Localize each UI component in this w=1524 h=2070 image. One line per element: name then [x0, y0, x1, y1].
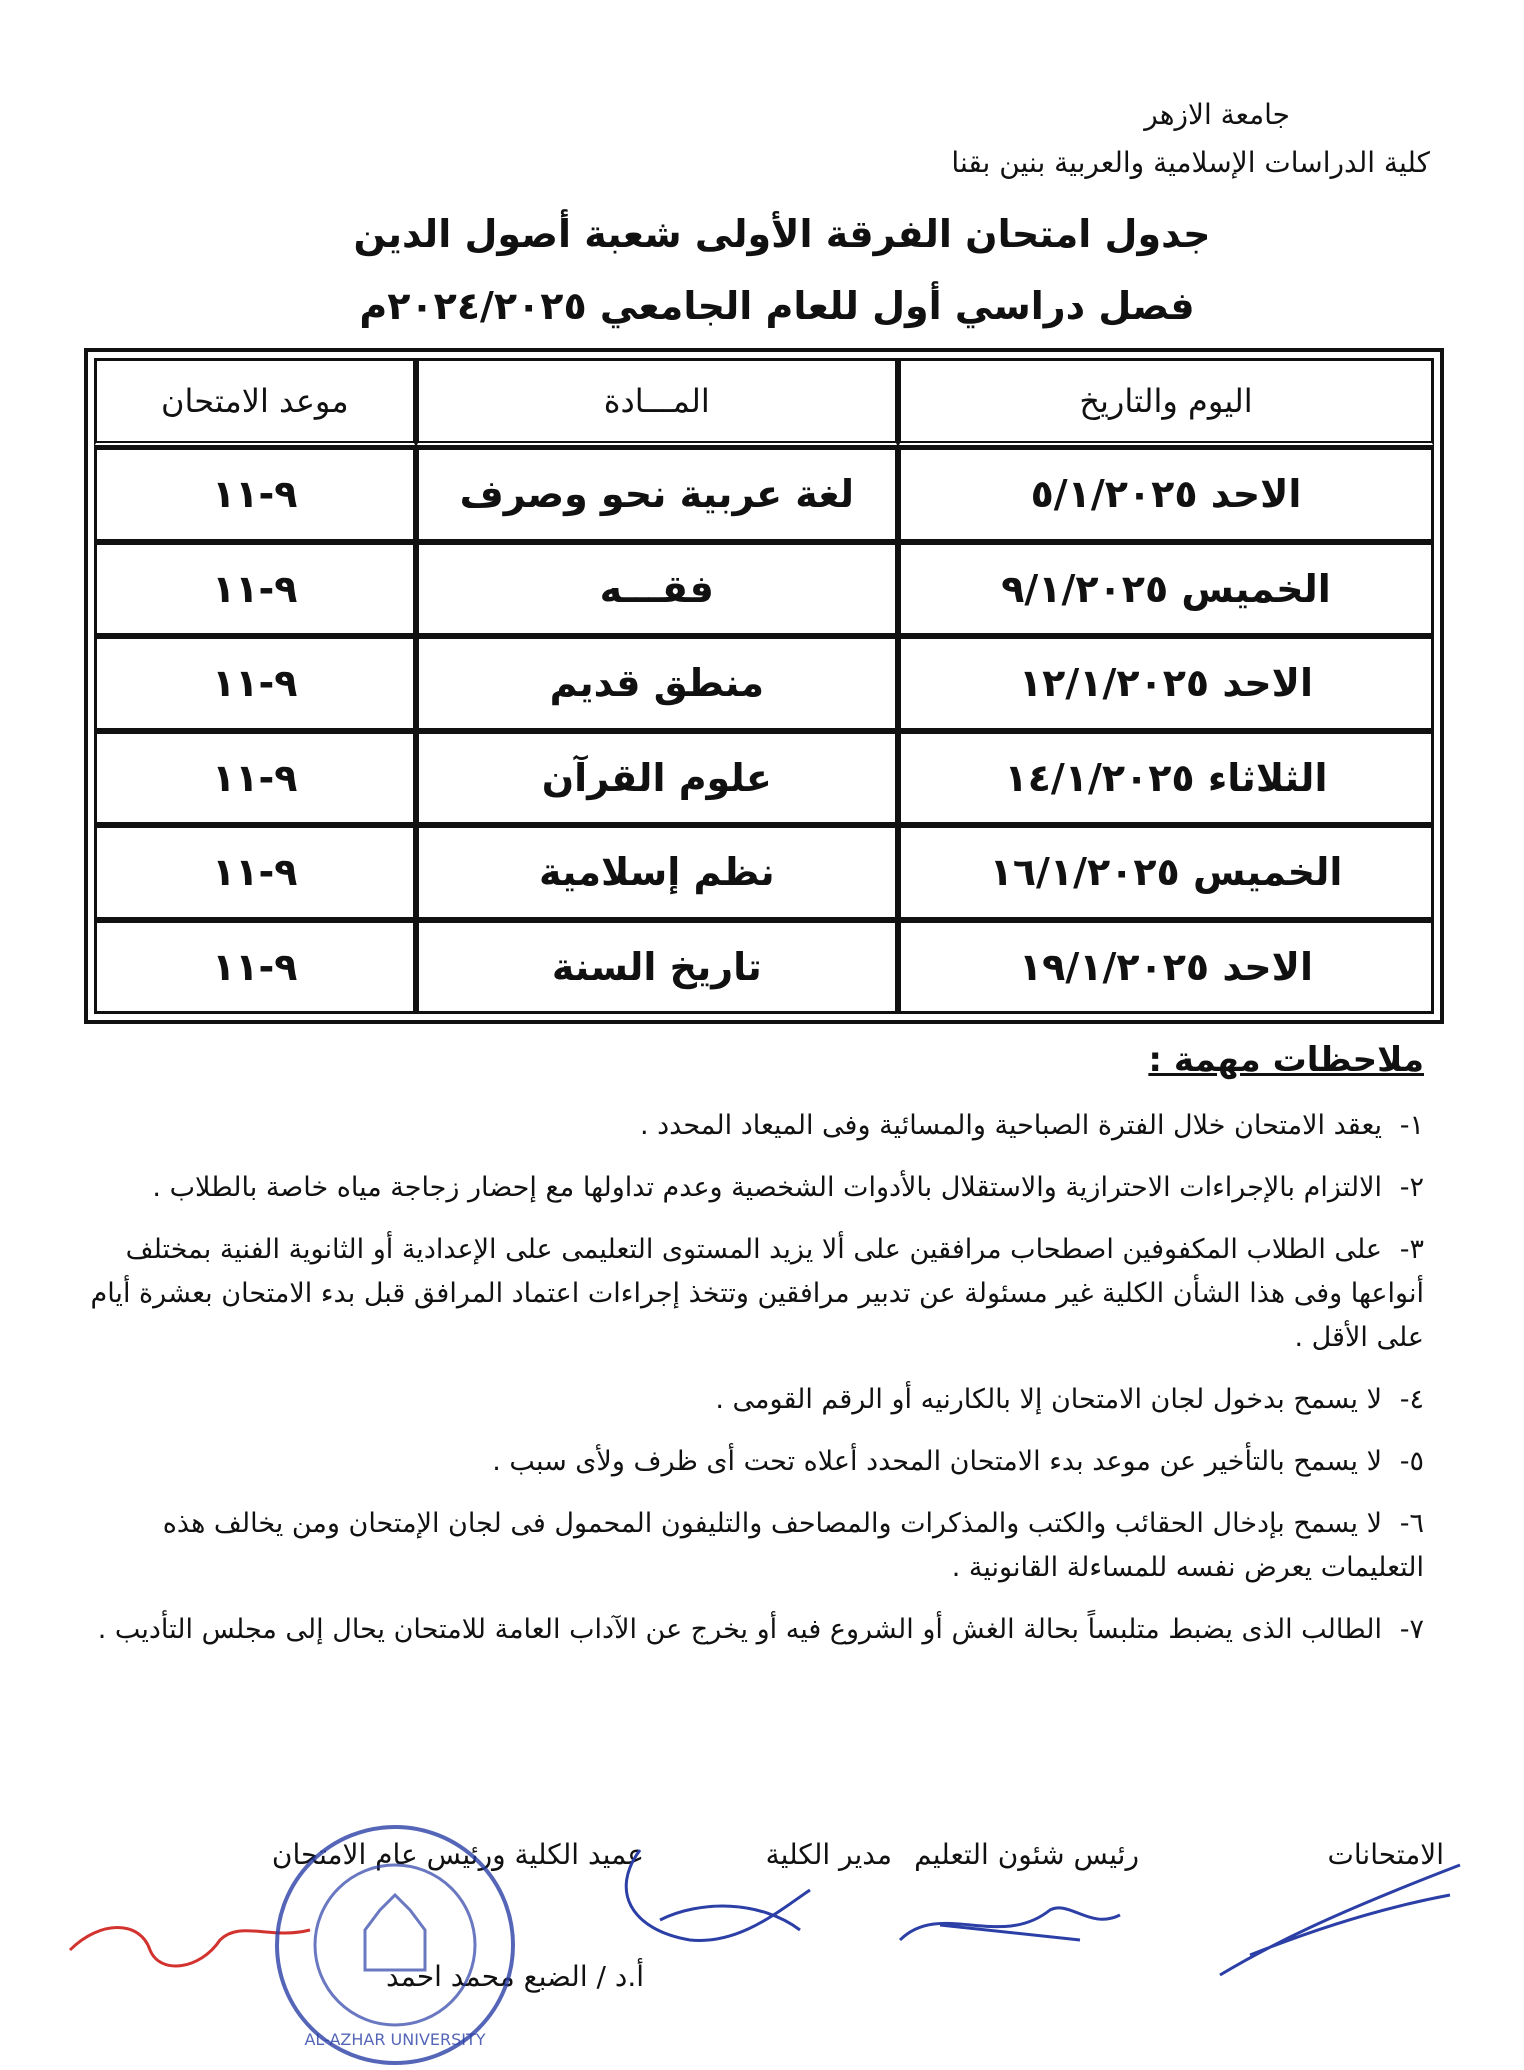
university-stamp	[270, 1820, 520, 2070]
table-row	[94, 636, 1434, 731]
exam-schedule-table	[84, 348, 1444, 1024]
cell-day: الخميس ٩/١/٢٠٢٥	[898, 542, 1434, 637]
cell-day: الاحد ١٢/١/٢٠٢٥	[898, 636, 1434, 731]
cell-subject: منطق قديم	[416, 636, 898, 731]
note-number: ١-	[1399, 1110, 1424, 1141]
notes-list	[60, 1104, 1424, 1670]
note-item	[60, 1166, 1424, 1210]
note-text: الطالب الذى يضبط متلبساً بحالة الغش أو الشروع فيه أو يخرج عن الآداب العامة للامتحان يحال إلى مجلس التأديب .	[97, 1614, 1382, 1645]
note-item	[60, 1104, 1424, 1148]
column-header-time: موعد الامتحان	[94, 358, 416, 447]
director-signature-scribble	[600, 1830, 830, 1970]
note-text: لا يسمح بإدخال الحقائب والكتب والمذكرات والمصاحف والتليفون المحمول فى لجان الإمتحان ومن يخالف هذه التعليمات يعرض نفسه للمساءلة القانونية .	[162, 1508, 1424, 1583]
note-item	[60, 1440, 1424, 1484]
cell-time: ٩-١١	[94, 636, 416, 731]
note-number: ٣-	[1399, 1234, 1424, 1265]
table-row	[94, 825, 1434, 920]
table-row	[94, 920, 1434, 1015]
stamp-text: AL-AZHAR UNIVERSITY	[304, 2030, 486, 2049]
cell-subject: لغة عربية نحو وصرف	[416, 447, 898, 542]
note-number: ٥-	[1399, 1446, 1424, 1477]
cell-day: الخميس ١٦/١/٢٠٢٥	[898, 825, 1434, 920]
cell-subject: فقـــه	[416, 542, 898, 637]
note-number: ٧-	[1399, 1614, 1424, 1645]
faculty-name: كلية الدراسات الإسلامية والعربية بنين بقنا	[951, 146, 1430, 179]
university-name: جامعة الازهر	[1144, 98, 1290, 131]
note-text: على الطلاب المكفوفين اصطحاب مرافقين على ألا يزيد المستوى التعليمى على الإعدادية أو الثانوية الفنية بمختلف أنواعها وفى هذا الشأن الكلية غير مسئولة عن تدبير مرافقين وتتخذ إجراءات اعتماد المرافق قبل بدء الامتحان بعشرة أيام على الأقل .	[90, 1234, 1424, 1353]
table-row	[94, 447, 1434, 542]
note-number: ٢-	[1399, 1172, 1424, 1203]
cell-time: ٩-١١	[94, 731, 416, 826]
note-text: يعقد الامتحان خلال الفترة الصباحية والمسائية وفى الميعاد المحدد .	[639, 1110, 1382, 1141]
cell-time: ٩-١١	[94, 447, 416, 542]
page-title: جدول امتحان الفرقة الأولى شعبة أصول الدين	[353, 212, 1211, 256]
note-item	[60, 1228, 1424, 1360]
column-header-subject: المـــادة	[416, 358, 898, 447]
cell-day: الاحد ١٩/١/٢٠٢٥	[898, 920, 1434, 1015]
note-number: ٤-	[1399, 1384, 1424, 1415]
column-header-day: اليوم والتاريخ	[898, 358, 1434, 447]
note-text: لا يسمح بدخول لجان الامتحان إلا بالكارنيه أو الرقم القومى .	[715, 1384, 1382, 1415]
note-item	[60, 1378, 1424, 1422]
dean-name: أ.د / الضبع محمد احمد	[385, 1960, 644, 1993]
table-row	[94, 542, 1434, 637]
cell-time: ٩-١١	[94, 920, 416, 1015]
cell-subject: علوم القرآن	[416, 731, 898, 826]
education-head-signature-scribble	[880, 1880, 1140, 1960]
cell-time: ٩-١١	[94, 825, 416, 920]
note-number: ٦-	[1399, 1508, 1424, 1539]
table-row	[94, 731, 1434, 826]
note-item	[60, 1502, 1424, 1590]
cell-day: الثلاثاء ١٤/١/٢٠٢٥	[898, 731, 1434, 826]
cell-subject: نظم إسلامية	[416, 825, 898, 920]
page-subtitle: فصل دراسي أول للعام الجامعي ٢٠٢٤/٢٠٢٥م	[359, 284, 1195, 328]
note-item	[60, 1608, 1424, 1652]
exams-signature-scribble	[1210, 1855, 1470, 1985]
notes-heading: ملاحظات مهمة :	[1148, 1040, 1424, 1080]
signature-faculty-director: مدير الكلية	[765, 1838, 892, 1871]
signature-education-head: رئيس شئون التعليم	[914, 1838, 1139, 1871]
note-text: الالتزام بالإجراءات الاحترازية والاستقلال بالأدوات الشخصية وعدم تداولها مع إحضار زجاجة مياه خاصة بالطلاب .	[152, 1172, 1382, 1203]
note-text: لا يسمح بالتأخير عن موعد بدء الامتحان المحدد أعلاه تحت أى ظرف ولأى سبب .	[492, 1446, 1382, 1477]
cell-time: ٩-١١	[94, 542, 416, 637]
signature-exams: الامتحانات	[1327, 1838, 1444, 1871]
signature-dean: عميد الكلية ورئيس عام الامتحان	[271, 1838, 644, 1871]
cell-subject: تاريخ السنة	[416, 920, 898, 1015]
cell-day: الاحد ٥/١/٢٠٢٥	[898, 447, 1434, 542]
